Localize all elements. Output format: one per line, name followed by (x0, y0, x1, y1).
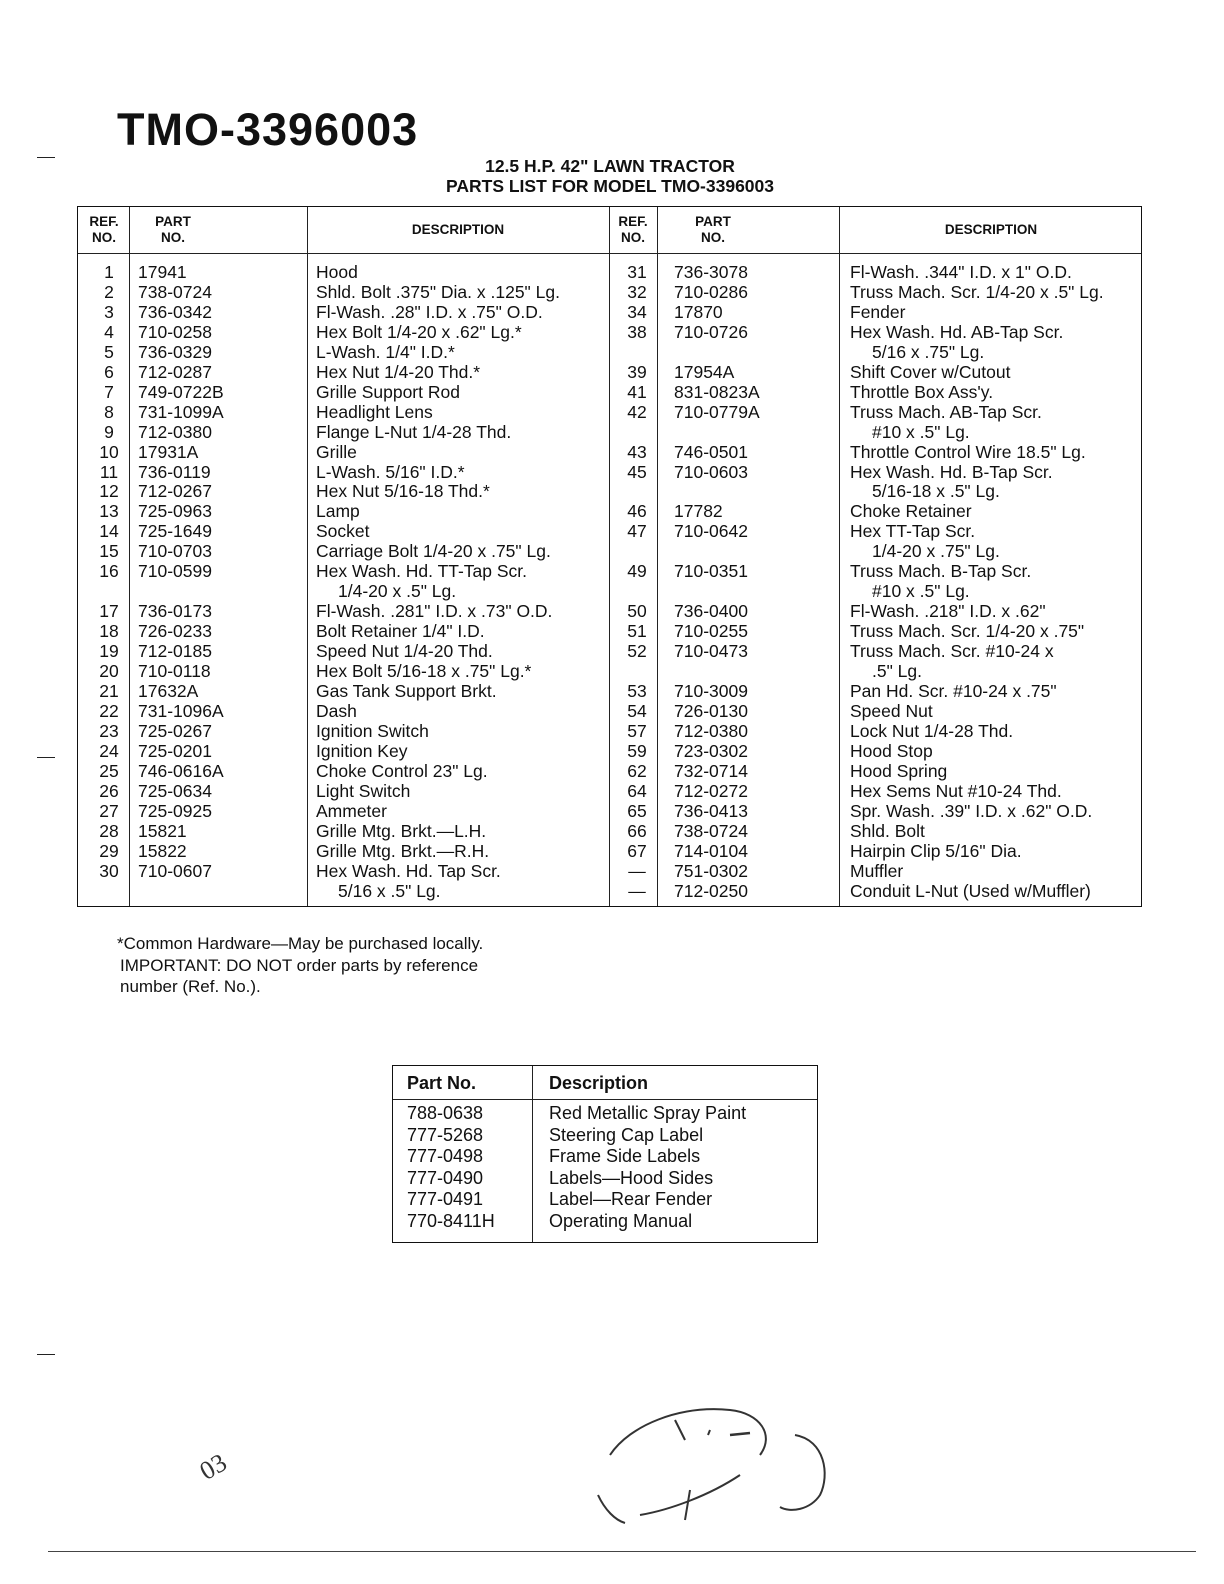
part-description: .5" Lg. (872, 661, 922, 682)
part-number: 710-0779A (674, 401, 760, 422)
table-row (78, 801, 1141, 821)
part-description: Grille Mtg. Brkt.—R.H. (316, 840, 490, 861)
part-description: Truss Mach. Scr. #10-24 x (850, 641, 1054, 662)
part-description: 1/4-20 x .75" Lg. (872, 541, 1000, 562)
part-description: Hex Sems Nut #10-24 Thd. (850, 780, 1062, 801)
part-description: Frame Side Labels (549, 1146, 701, 1166)
part-number: 712-0267 (138, 481, 212, 502)
table-row (78, 322, 1141, 342)
table-row (393, 1189, 817, 1211)
ref-number: 49 (627, 561, 647, 582)
table-row (78, 881, 1141, 901)
table-row (78, 701, 1141, 721)
part-number: 725-0267 (138, 720, 212, 741)
table-row (78, 282, 1141, 302)
part-description: Hood Stop (850, 740, 933, 761)
part-description: Hex TT-Tap Scr. (850, 521, 976, 542)
ref-number: 67 (627, 840, 647, 861)
part-description: Truss Mach. AB-Tap Scr. (850, 401, 1042, 422)
header-description-text: DESCRIPTION (411, 222, 505, 237)
part-number: 725-0925 (138, 800, 212, 821)
part-description: Hood Spring (850, 760, 948, 781)
table-row (78, 501, 1141, 521)
part-description: #10 x .5" Lg. (872, 581, 970, 602)
header-part-line2: NO. (700, 230, 725, 245)
margin-tick (37, 157, 55, 158)
part-description: Hairpin Clip 5/16" Dia. (850, 840, 1022, 861)
part-number: 738-0724 (138, 281, 212, 302)
part-number: 736-0342 (138, 301, 212, 322)
header-divider (78, 253, 1141, 254)
part-description: Dash (316, 700, 357, 721)
ref-number: — (628, 860, 646, 881)
part-description: #10 x .5" Lg. (872, 421, 970, 442)
part-description: Flange L-Nut 1/4-28 Thd. (316, 421, 512, 442)
part-number: 714-0104 (674, 840, 748, 861)
part-description: Lock Nut 1/4-28 Thd. (850, 720, 1014, 741)
footnote-important: IMPORTANT: DO NOT order parts by reference (120, 955, 479, 975)
table-row (78, 721, 1141, 741)
part-number: 712-0380 (674, 720, 748, 741)
part-number: 831-0823A (674, 381, 760, 402)
header-description: Description (549, 1073, 649, 1093)
header-part-line2: NO. (160, 230, 185, 245)
ref-number: 13 (99, 501, 119, 522)
subtitle-product: 12.5 H.P. 42" LAWN TRACTOR (485, 156, 735, 176)
header-ref-line2: NO. (91, 230, 116, 245)
part-number: 736-0400 (674, 601, 748, 622)
footnote (117, 933, 587, 998)
header-ref-no (611, 207, 655, 253)
part-number: 770-8411H (407, 1210, 495, 1231)
part-description: Fl-Wash. .281" I.D. x .73" O.D. (316, 601, 553, 622)
ref-number: 43 (627, 441, 647, 462)
ref-number: 7 (104, 381, 114, 402)
ref-number: 19 (99, 641, 119, 662)
part-number: 712-0287 (138, 361, 212, 382)
ref-number: 15 (99, 541, 119, 562)
ref-number: 57 (627, 720, 647, 741)
part-description: Ignition Key (316, 740, 408, 761)
ref-number: 20 (99, 661, 119, 682)
part-description: Throttle Control Wire 18.5" Lg. (850, 441, 1086, 462)
ref-number: 21 (99, 681, 119, 702)
ref-number: 28 (99, 820, 119, 841)
part-description: Labels—Hood Sides (549, 1167, 714, 1188)
part-description: Hex Wash. Hd. Tap Scr. (316, 860, 501, 881)
ref-number: 50 (627, 601, 647, 622)
ref-number: 31 (627, 262, 647, 282)
part-number: 712-0380 (138, 421, 212, 442)
part-description: Shld. Bolt .375" Dia. x .125" Lg. (316, 281, 560, 302)
part-number: 710-0642 (674, 521, 748, 542)
part-description: Carriage Bolt 1/4-20 x .75" Lg. (316, 541, 551, 562)
part-description: Choke Control 23" Lg. (316, 760, 488, 781)
table-row (78, 821, 1141, 841)
part-description: Truss Mach. Scr. 1/4-20 x .5" Lg. (850, 281, 1104, 302)
table-row (393, 1211, 817, 1233)
part-number: 710-0703 (138, 541, 212, 562)
part-number: 731-1096A (138, 700, 224, 721)
part-description: Shift Cover w/Cutout (850, 361, 1011, 382)
part-description: Label—Rear Fender (549, 1189, 713, 1209)
part-number: 726-0233 (138, 621, 212, 642)
part-number: 710-3009 (674, 681, 748, 702)
part-description: L-Wash. 1/4" I.D.* (316, 341, 455, 362)
ref-number: 34 (627, 301, 647, 322)
part-number: 726-0130 (674, 700, 748, 721)
header-ref-line1: REF. (618, 214, 648, 229)
part-number: 751-0302 (674, 860, 748, 881)
ref-number: 5 (104, 341, 114, 362)
part-number: 15821 (138, 820, 187, 841)
part-number: 788-0638 (407, 1103, 484, 1123)
part-number: 710-0258 (138, 321, 212, 342)
part-number: 17870 (674, 301, 723, 322)
part-number: 777-5268 (407, 1124, 484, 1145)
table-row (78, 442, 1141, 462)
part-description: Socket (316, 521, 370, 542)
header-description (307, 207, 609, 253)
part-number: 725-0634 (138, 780, 212, 801)
part-number: 17632A (138, 681, 199, 702)
ref-number: 6 (104, 361, 114, 382)
header-part-no: Part No. (407, 1073, 477, 1093)
header-description (839, 207, 1143, 253)
part-description: Muffler (850, 860, 904, 881)
part-number: 15822 (138, 840, 187, 861)
header-part-no (678, 207, 748, 253)
ref-number: 46 (627, 501, 647, 522)
header-part-no (138, 207, 208, 253)
part-description: Speed Nut (850, 700, 933, 721)
table-row (78, 581, 1141, 601)
part-description: Fender (850, 301, 906, 322)
ref-number: 65 (627, 800, 647, 821)
ref-number: 9 (104, 421, 114, 442)
ref-number: 30 (99, 860, 119, 881)
ref-number: 54 (627, 700, 647, 721)
ref-number: 26 (99, 780, 119, 801)
handwritten-note-text: 03 (195, 1447, 232, 1486)
ref-number: — (628, 880, 646, 901)
part-number: 736-0173 (138, 601, 212, 622)
table-row (78, 382, 1141, 402)
page-bottom-rule (48, 1551, 1196, 1552)
part-description: Ammeter (316, 800, 387, 821)
table-row (393, 1125, 817, 1147)
table-row (78, 761, 1141, 781)
ref-number: 11 (99, 461, 119, 482)
table-row (78, 601, 1141, 621)
ref-number: 52 (627, 641, 647, 662)
table-row (78, 462, 1141, 482)
header-ref-line1: REF. (89, 214, 119, 229)
part-number: 17941 (138, 262, 187, 282)
part-description: Throttle Box Ass'y. (850, 381, 994, 402)
table-row (78, 302, 1141, 322)
part-number: 777-0491 (407, 1189, 484, 1209)
header-part-line1: PART (155, 214, 191, 229)
ref-number: 42 (627, 401, 647, 422)
ref-number: 10 (99, 441, 119, 462)
paint-rows (393, 1103, 817, 1232)
ref-number: 4 (104, 321, 114, 342)
margin-tick (37, 1354, 55, 1355)
part-number: 725-1649 (138, 521, 212, 542)
part-number: 710-0118 (138, 661, 211, 682)
part-number: 712-0185 (138, 641, 212, 662)
part-number: 777-0490 (407, 1167, 484, 1188)
part-description: Hex Bolt 1/4-20 x .62" Lg.* (316, 321, 522, 342)
ref-number: 3 (104, 301, 114, 322)
table-row (78, 781, 1141, 801)
part-number: 712-0272 (674, 780, 748, 801)
ref-number: 2 (104, 281, 114, 302)
part-number: 725-0201 (138, 740, 212, 761)
part-description: Grille Support Rod (316, 381, 460, 402)
part-number: 710-0351 (674, 561, 748, 582)
part-description: Speed Nut 1/4-20 Thd. (316, 641, 493, 662)
ref-number: 47 (627, 521, 647, 542)
parts-rows (78, 262, 1141, 901)
part-number: 731-1099A (138, 401, 224, 422)
table-row (78, 641, 1141, 661)
ref-number: 59 (627, 740, 647, 761)
table-row (393, 1146, 817, 1168)
part-description: Hex Wash. Hd. TT-Tap Scr. (316, 561, 528, 582)
table-row (78, 681, 1141, 701)
header-ref-no (82, 207, 126, 253)
part-description: Light Switch (316, 780, 411, 801)
table-row (78, 841, 1141, 861)
part-number: 710-0607 (138, 860, 212, 881)
ref-number: 39 (627, 361, 647, 382)
part-number: 736-0329 (138, 341, 212, 362)
table-row (78, 621, 1141, 641)
part-description: Pan Hd. Scr. #10-24 x .75" (850, 681, 1057, 702)
ref-number: 51 (627, 621, 647, 642)
ref-number: 1 (104, 262, 114, 282)
part-description: Steering Cap Label (549, 1124, 704, 1145)
part-number: 710-0603 (674, 461, 748, 482)
header-divider (393, 1099, 817, 1100)
part-description: Hex Bolt 5/16-18 x .75" Lg.* (316, 661, 532, 682)
ref-number: 16 (99, 561, 119, 582)
part-number: 736-0119 (138, 461, 211, 482)
part-description: Hex Wash. Hd. B-Tap Scr. (850, 461, 1053, 482)
table-row (78, 541, 1141, 561)
part-description: Headlight Lens (316, 401, 433, 422)
ref-number: 66 (627, 820, 647, 841)
table-row (78, 422, 1141, 442)
ref-number: 25 (99, 760, 119, 781)
part-number: 749-0722B (138, 381, 224, 402)
footnote-ref-number: number (Ref. No.). (120, 977, 261, 996)
header-part-line1: PART (695, 214, 731, 229)
part-number: 710-0473 (674, 641, 748, 662)
part-number: 746-0501 (674, 441, 748, 462)
part-number: 17931A (138, 441, 199, 462)
part-number: 736-0413 (674, 800, 748, 821)
table-row (78, 521, 1141, 541)
part-number: 712-0250 (674, 880, 748, 901)
part-description: Fl-Wash. .28" I.D. x .75" O.D. (316, 301, 543, 322)
part-description: L-Wash. 5/16" I.D.* (316, 461, 465, 482)
part-number: 725-0963 (138, 501, 212, 522)
header-ref-line2: NO. (620, 230, 645, 245)
part-description: Spr. Wash. .39" I.D. x .62" O.D. (850, 800, 1093, 821)
ref-number: 53 (627, 681, 647, 702)
part-description: Grille Mtg. Brkt.—L.H. (316, 820, 487, 841)
table-row (78, 661, 1141, 681)
ref-number: 41 (627, 381, 647, 402)
ref-number: 17 (99, 601, 119, 622)
part-description: Grille (316, 441, 357, 462)
paint-labels-table (392, 1065, 818, 1243)
part-description: Lamp (316, 501, 360, 522)
ref-number: 24 (99, 740, 119, 761)
ref-number: 27 (99, 800, 119, 821)
part-description: 1/4-20 x .5" Lg. (338, 581, 457, 602)
table-row (78, 481, 1141, 501)
part-description: Truss Mach. Scr. 1/4-20 x .75" (850, 621, 1085, 642)
handwritten-signature (590, 1395, 840, 1535)
part-description: 5/16 x .5" Lg. (338, 880, 441, 901)
ref-number: 18 (99, 621, 119, 642)
part-description: 5/16-18 x .5" Lg. (872, 481, 1000, 502)
part-description: Bolt Retainer 1/4" I.D. (316, 621, 485, 642)
model-title: TMO-3396003 (117, 104, 419, 155)
part-number: 710-0599 (138, 561, 212, 582)
part-description: Fl-Wash. .218" I.D. x .62" (850, 601, 1046, 622)
part-description: Hex Wash. Hd. AB-Tap Scr. (850, 321, 1064, 342)
subtitle-parts-list: PARTS LIST FOR MODEL TMO-3396003 (445, 176, 775, 196)
part-description: Truss Mach. B-Tap Scr. (850, 561, 1032, 582)
ref-number: 62 (627, 760, 647, 781)
ref-number: 22 (99, 700, 119, 721)
part-number: 710-0255 (674, 621, 748, 642)
part-number: 777-0498 (407, 1146, 484, 1166)
ref-number: 38 (627, 321, 647, 342)
table-row (393, 1103, 817, 1125)
part-description: Shld. Bolt (850, 820, 925, 841)
parts-table (77, 206, 1142, 907)
part-description: Fl-Wash. .344" I.D. x 1" O.D. (850, 262, 1072, 282)
ref-number: 32 (627, 281, 647, 302)
part-description: Gas Tank Support Brkt. (316, 681, 497, 702)
part-number: 710-0726 (674, 321, 748, 342)
part-number: 736-3078 (674, 262, 748, 282)
part-description: Hex Nut 5/16-18 Thd.* (316, 481, 490, 502)
ref-number: 8 (104, 401, 114, 422)
table-row (78, 362, 1141, 382)
part-description: Hood (316, 262, 358, 282)
part-description: Red Metallic Spray Paint (549, 1103, 747, 1123)
part-number: 17954A (674, 361, 735, 382)
table-row (78, 861, 1141, 881)
margin-tick (37, 757, 55, 758)
ref-number: 23 (99, 720, 119, 741)
part-description: Choke Retainer (850, 501, 972, 522)
part-number: 710-0286 (674, 281, 748, 302)
ref-number: 14 (99, 521, 119, 542)
part-number: 732-0714 (674, 760, 748, 781)
part-number: 723-0302 (674, 740, 748, 761)
part-description: 5/16 x .75" Lg. (872, 341, 985, 362)
ref-number: 29 (99, 840, 119, 861)
part-number: 17782 (674, 501, 723, 522)
ref-number: 64 (627, 780, 647, 801)
table-row (78, 262, 1141, 282)
ref-number: 45 (627, 461, 647, 482)
part-number: 746-0616A (138, 760, 224, 781)
handwritten-note (195, 1440, 245, 1486)
part-description: Conduit L-Nut (Used w/Muffler) (850, 880, 1091, 901)
part-description: Hex Nut 1/4-20 Thd.* (316, 361, 481, 382)
ref-number: 12 (99, 481, 119, 502)
part-description: Operating Manual (549, 1210, 693, 1231)
table-row (393, 1168, 817, 1190)
part-number: 738-0724 (674, 820, 748, 841)
table-row (78, 402, 1141, 422)
table-row (78, 741, 1141, 761)
header-description-text: DESCRIPTION (944, 222, 1038, 237)
footnote-common-hardware: *Common Hardware—May be purchased locally. (117, 934, 484, 953)
table-row (78, 342, 1141, 362)
table-row (78, 561, 1141, 581)
part-description: Ignition Switch (316, 720, 429, 741)
